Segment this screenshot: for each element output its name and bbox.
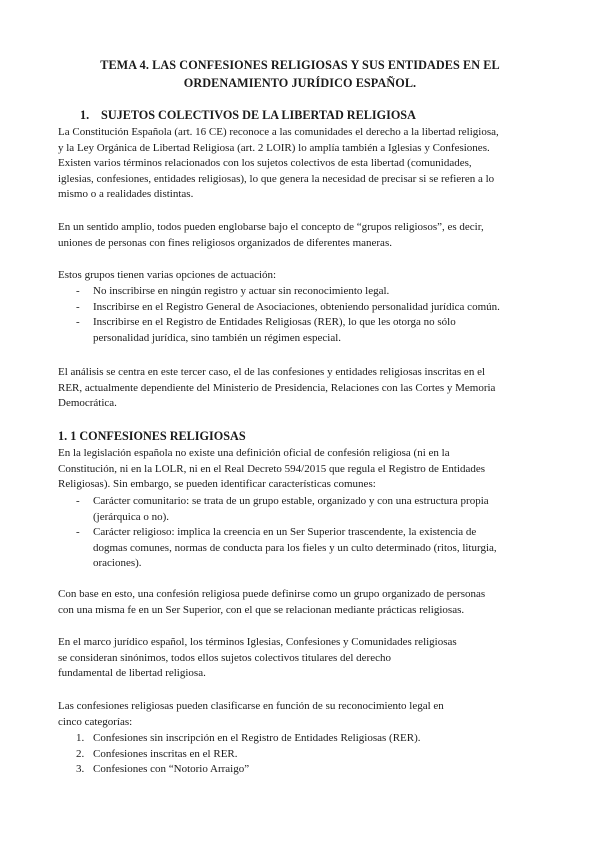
list-item xyxy=(58,747,558,763)
text-line: No inscribirse en ningún registro y actuar sin reconocimiento legal. xyxy=(93,285,390,297)
list-item xyxy=(58,762,558,778)
text-line: Carácter comunitario: se trata de un grupo estable, organizado y con una estructura propia xyxy=(93,495,489,507)
section-1-title: SUJETOS COLECTIVOS DE LA LIBERTAD RELIGIOSA xyxy=(101,108,416,122)
text-line: Con base en esto, una confesión religiosa puede definirse como un grupo organizado de personas xyxy=(58,588,486,600)
section-1-1-paragraph-4 xyxy=(58,699,548,730)
list-item xyxy=(58,731,558,747)
text-line: Estos grupos tienen varias opciones de actuación: xyxy=(58,269,277,281)
bullet-dash: - xyxy=(76,300,80,313)
section-1-paragraph-1 xyxy=(58,125,548,203)
text-line: Inscribirse en el Registro de Entidades Religiosas (RER), lo que les otorga no sólo xyxy=(93,316,456,329)
list-number: 1. xyxy=(76,732,85,744)
list-item xyxy=(58,525,558,572)
text-line: En la legislación española no existe una definición oficial de confesión religiosa (ni en la xyxy=(58,447,450,459)
page-title xyxy=(58,56,542,92)
text-line: se consideran sinónimos, todos ellos sujetos colectivos titulares del derecho xyxy=(58,651,391,664)
text-line: Las confesiones religiosas pueden clasificarse en función de su reconocimiento legal en xyxy=(58,700,444,712)
text-line: personalidad jurídica, sino también un régimen especial. xyxy=(93,331,342,344)
list-item-text: Confesiones inscritas en el RER. xyxy=(93,747,238,760)
text-line: Inscribirse en el Registro General de Asociaciones, obteniendo personalidad jurídica común. xyxy=(93,300,500,313)
bullet-dash: - xyxy=(76,526,80,539)
list-item xyxy=(58,284,558,300)
bullet-dash: - xyxy=(76,316,80,329)
title-line-2: ORDENAMIENTO JURÍDICO ESPAÑOL. xyxy=(183,76,417,90)
section-1-number: 1. xyxy=(80,108,90,122)
list-item xyxy=(58,315,558,346)
text-line: En un sentido amplio, todos pueden englobarse bajo el concepto de “grupos religiosos”, es decir, xyxy=(58,221,484,233)
section-1-1-numbered-list xyxy=(58,731,558,778)
text-line: iglesias, confesiones, entidades religiosas), lo que genera la necesidad de precisar si se refieren a lo xyxy=(58,172,495,185)
text-line: RER, actualmente dependiente del Ministerio de Presidencia, Relaciones con las Cortes y Memoria xyxy=(58,381,496,394)
text-line: Carácter religioso: implica la creencia en un Ser Superior trascendente, la existencia de xyxy=(93,526,477,539)
section-1-heading xyxy=(80,108,416,123)
text-line: En el marco jurídico español, los términos Iglesias, Confesiones y Comunidades religiosas xyxy=(58,636,457,648)
title-line-1: TEMA 4. LAS CONFESIONES RELIGIOSAS Y SUS ENTIDADES EN EL xyxy=(100,58,500,72)
list-item-text: Confesiones sin inscripción en el Registro de Entidades Religiosas (RER). xyxy=(93,732,421,744)
list-item-text: Confesiones con “Notorio Arraigo” xyxy=(93,763,250,776)
text-line: La Constitución Española (art. 16 CE) reconoce a las comunidades el derecho a la libertad religiosa, xyxy=(58,126,499,138)
list-number: 3. xyxy=(76,763,85,776)
list-item xyxy=(58,494,558,525)
section-1-1-bullet-list xyxy=(58,494,558,572)
bullet-dash: - xyxy=(76,285,80,297)
list-item xyxy=(58,300,558,316)
section-1-1-paragraph-3 xyxy=(58,635,548,682)
text-line: con una misma fe en un Ser Superior, con el que se relacionan mediante prácticas religiosas. xyxy=(58,603,465,616)
text-line: (jerárquica o no). xyxy=(93,510,170,523)
text-line: mismo o a realidades distintas. xyxy=(58,188,194,201)
section-1-paragraph-3 xyxy=(58,268,548,284)
text-line: Existen varios términos relacionados con los sujetos colectivos de esta libertad (comunidades, xyxy=(58,157,472,170)
section-1-1-heading: 1. 1 CONFESIONES RELIGIOSAS xyxy=(58,429,246,443)
list-number: 2. xyxy=(76,747,85,760)
text-line: El análisis se centra en este tercer caso, el de las confesiones y entidades religiosas inscritas en el xyxy=(58,366,486,378)
section-1-1-paragraph-1 xyxy=(58,446,548,493)
section-1-paragraph-4 xyxy=(58,365,548,412)
text-line: y la Ley Orgánica de Libertad Religiosa (art. 2 LOIR) lo amplía también a Iglesias y Confesiones. xyxy=(58,141,490,154)
text-line: Constitución, ni en la LOLR, ni en el Real Decreto 594/2015 que regula el Registro de Entidades xyxy=(58,462,486,475)
text-line: oraciones). xyxy=(93,557,142,570)
section-1-1-paragraph-2 xyxy=(58,587,548,618)
text-line: cinco categorías: xyxy=(58,715,133,728)
text-line: uniones de personas con fines religiosos organizados de diferentes maneras. xyxy=(58,236,392,249)
text-line: fundamental de libertad religiosa. xyxy=(58,667,206,680)
section-1-paragraph-2 xyxy=(58,220,548,251)
text-line: Religiosas). Sin embargo, se pueden identificar características comunes: xyxy=(58,478,376,491)
bullet-dash: - xyxy=(76,495,80,507)
section-1-bullet-list xyxy=(58,284,558,346)
text-line: Democrática. xyxy=(58,397,117,410)
text-line: dogmas comunes, normas de conducta para los fieles y un culto determinado (ritos, liturgia, xyxy=(93,541,497,554)
